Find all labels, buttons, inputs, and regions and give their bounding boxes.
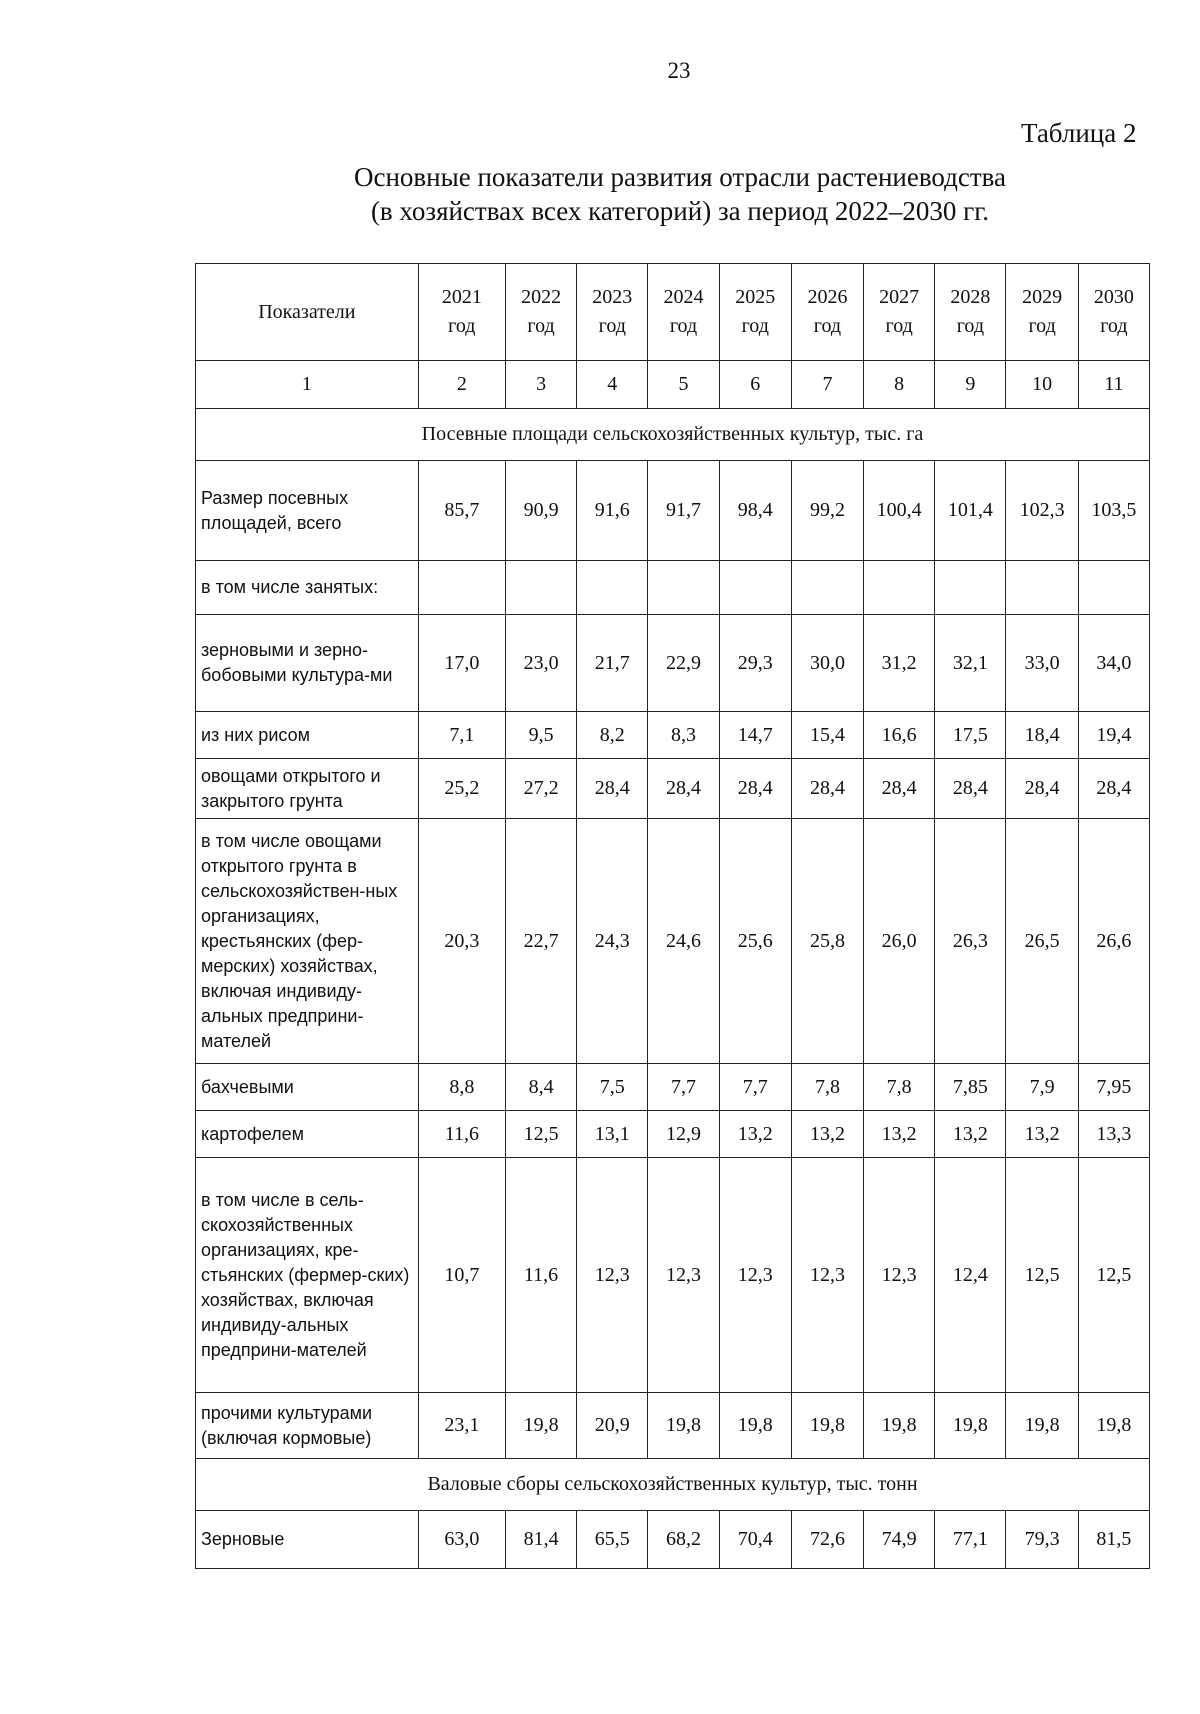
year-unit: год <box>448 315 476 337</box>
row-value: 98,4 <box>719 461 791 561</box>
row-value: 85,7 <box>418 461 505 561</box>
row-value: 34,0 <box>1078 615 1149 712</box>
row-value: 28,4 <box>1006 759 1078 819</box>
section-header-row <box>196 1459 1150 1511</box>
row-value: 23,0 <box>505 615 576 712</box>
row-value: 7,85 <box>935 1064 1006 1111</box>
row-value: 8,4 <box>505 1064 576 1111</box>
row-value: 72,6 <box>791 1511 863 1569</box>
row-value: 7,9 <box>1006 1064 1078 1111</box>
section-header-row <box>196 409 1150 461</box>
row-value: 99,2 <box>791 461 863 561</box>
year-number: 2028 <box>950 286 991 308</box>
row-value: 7,8 <box>791 1064 863 1111</box>
column-index: 5 <box>648 361 719 409</box>
row-value: 8,3 <box>648 712 719 759</box>
year-number: 2030 <box>1093 286 1134 308</box>
row-value: 11,6 <box>418 1111 505 1158</box>
row-label: Зерновые <box>196 1511 419 1569</box>
row-value: 7,1 <box>418 712 505 759</box>
header-year-2027 <box>864 264 935 361</box>
row-value <box>1006 561 1078 615</box>
row-value: 26,3 <box>935 819 1006 1064</box>
table-title-line: Основные показатели развития отрасли растениеводства <box>353 162 1007 192</box>
row-value: 21,7 <box>577 615 648 712</box>
header-year-2022 <box>505 264 576 361</box>
row-value: 90,9 <box>505 461 576 561</box>
row-value: 7,95 <box>1078 1064 1149 1111</box>
section-title: Валовые сборы сельскохозяйственных культур, тыс. тонн <box>196 1459 1150 1511</box>
column-index: 10 <box>1006 361 1078 409</box>
year-unit: год <box>1100 315 1128 337</box>
row-label: Размер посевных площадей, всего <box>196 461 419 561</box>
row-value: 19,8 <box>648 1393 719 1459</box>
row-label: овощами открытого и закрытого грунта <box>196 759 419 819</box>
row-value <box>505 561 576 615</box>
year-number: 2023 <box>592 286 633 308</box>
year-number: 2022 <box>521 286 562 308</box>
year-unit: год <box>527 315 555 337</box>
row-value: 20,3 <box>418 819 505 1064</box>
row-value: 81,5 <box>1078 1511 1149 1569</box>
table-label: Таблица 2 <box>1021 118 1137 148</box>
row-value: 28,4 <box>719 759 791 819</box>
row-value: 13,2 <box>864 1111 935 1158</box>
row-value: 28,4 <box>648 759 719 819</box>
table-title-line: (в хозяйствах всех категорий) за период 2022–2030 гг. <box>370 196 990 226</box>
column-index: 7 <box>791 361 863 409</box>
row-value: 23,1 <box>418 1393 505 1459</box>
year-number: 2026 <box>807 286 848 308</box>
row-value: 13,2 <box>935 1111 1006 1158</box>
row-value: 70,4 <box>719 1511 791 1569</box>
row-value: 101,4 <box>935 461 1006 561</box>
year-unit: год <box>598 315 626 337</box>
year-number: 2021 <box>441 286 482 308</box>
row-value: 7,5 <box>577 1064 648 1111</box>
row-value <box>935 561 1006 615</box>
row-value: 12,3 <box>719 1158 791 1393</box>
table-title <box>230 160 1130 228</box>
row-value: 17,0 <box>418 615 505 712</box>
year-unit: год <box>956 315 985 337</box>
header-year-2026 <box>791 264 863 361</box>
row-value: 17,5 <box>935 712 1006 759</box>
row-value: 25,6 <box>719 819 791 1064</box>
row-value: 11,6 <box>505 1158 576 1393</box>
table-row <box>196 461 1150 561</box>
row-value: 26,6 <box>1078 819 1149 1064</box>
row-value: 29,3 <box>719 615 791 712</box>
row-value: 8,8 <box>418 1064 505 1111</box>
row-value: 100,4 <box>864 461 935 561</box>
row-value: 12,3 <box>648 1158 719 1393</box>
column-index: 1 <box>196 361 419 409</box>
row-value: 13,3 <box>1078 1111 1149 1158</box>
row-value: 12,5 <box>1078 1158 1149 1393</box>
row-value: 19,8 <box>791 1393 863 1459</box>
table-row <box>196 1064 1150 1111</box>
row-value: 7,7 <box>719 1064 791 1111</box>
row-value: 26,5 <box>1006 819 1078 1064</box>
row-label: в том числе в сель-скохозяйственных организациях, кре-стьянских (фермер-ских) хозяйствах, включая индивиду-альных предприни-мателей <box>196 1158 419 1393</box>
row-value: 68,2 <box>648 1511 719 1569</box>
column-index: 4 <box>577 361 648 409</box>
row-value: 26,0 <box>864 819 935 1064</box>
row-label: зерновыми и зерно-бобовыми культура-ми <box>196 615 419 712</box>
row-value: 77,1 <box>935 1511 1006 1569</box>
row-value: 22,9 <box>648 615 719 712</box>
year-unit: год <box>885 315 913 337</box>
header-year-2021 <box>418 264 505 361</box>
row-value: 12,3 <box>577 1158 648 1393</box>
row-value: 18,4 <box>1006 712 1078 759</box>
year-number: 2029 <box>1022 286 1063 308</box>
row-value: 91,7 <box>648 461 719 561</box>
header-year-2025 <box>719 264 791 361</box>
row-value: 65,5 <box>577 1511 648 1569</box>
table-row <box>196 1393 1150 1459</box>
table-row <box>196 615 1150 712</box>
year-unit: год <box>1028 315 1056 337</box>
table-row <box>196 819 1150 1064</box>
row-value: 12,3 <box>864 1158 935 1393</box>
row-value: 30,0 <box>791 615 863 712</box>
table-row <box>196 1158 1150 1393</box>
header-row <box>196 264 1150 361</box>
row-value: 27,2 <box>505 759 576 819</box>
row-value: 12,5 <box>1006 1158 1078 1393</box>
row-value: 19,8 <box>864 1393 935 1459</box>
row-value: 81,4 <box>505 1511 576 1569</box>
section-title: Посевные площади сельскохозяйственных культур, тыс. га <box>196 409 1150 461</box>
year-unit: год <box>669 315 698 337</box>
row-value: 7,7 <box>648 1064 719 1111</box>
row-value: 13,2 <box>719 1111 791 1158</box>
row-value: 28,4 <box>1078 759 1149 819</box>
row-value: 7,8 <box>864 1064 935 1111</box>
page-number: 23 <box>667 58 691 83</box>
row-value: 28,4 <box>577 759 648 819</box>
row-value: 31,2 <box>864 615 935 712</box>
row-value <box>719 561 791 615</box>
row-value: 25,2 <box>418 759 505 819</box>
header-year-2029 <box>1006 264 1078 361</box>
column-index: 11 <box>1078 361 1149 409</box>
row-value: 12,5 <box>505 1111 576 1158</box>
header-indicators-label: Показатели <box>196 264 419 361</box>
row-value <box>418 561 505 615</box>
year-number: 2027 <box>879 286 920 308</box>
row-value: 19,8 <box>719 1393 791 1459</box>
row-value: 10,7 <box>418 1158 505 1393</box>
row-value: 12,3 <box>791 1158 863 1393</box>
row-value: 16,6 <box>864 712 935 759</box>
row-value: 20,9 <box>577 1393 648 1459</box>
row-value: 14,7 <box>719 712 791 759</box>
row-value <box>791 561 863 615</box>
row-label: бахчевыми <box>196 1064 419 1111</box>
row-value: 103,5 <box>1078 461 1149 561</box>
row-value: 8,2 <box>577 712 648 759</box>
indicators-table <box>195 263 1150 1569</box>
header-year-2030 <box>1078 264 1149 361</box>
table-row <box>196 1111 1150 1158</box>
row-value: 79,3 <box>1006 1511 1078 1569</box>
column-index: 6 <box>719 361 791 409</box>
row-value: 32,1 <box>935 615 1006 712</box>
column-index: 2 <box>418 361 505 409</box>
row-value: 102,3 <box>1006 461 1078 561</box>
header-year-2024 <box>648 264 719 361</box>
table-row <box>196 1511 1150 1569</box>
row-value: 15,4 <box>791 712 863 759</box>
row-value: 12,9 <box>648 1111 719 1158</box>
row-value: 63,0 <box>418 1511 505 1569</box>
row-value: 74,9 <box>864 1511 935 1569</box>
row-value: 28,4 <box>935 759 1006 819</box>
row-value: 19,8 <box>505 1393 576 1459</box>
table-row <box>196 712 1150 759</box>
row-value: 13,1 <box>577 1111 648 1158</box>
row-label: из них рисом <box>196 712 419 759</box>
row-value: 19,8 <box>1006 1393 1078 1459</box>
row-value: 24,6 <box>648 819 719 1064</box>
row-value: 19,8 <box>935 1393 1006 1459</box>
column-index: 9 <box>935 361 1006 409</box>
year-number: 2025 <box>735 286 776 308</box>
row-value: 28,4 <box>864 759 935 819</box>
row-value: 33,0 <box>1006 615 1078 712</box>
row-value: 25,8 <box>791 819 863 1064</box>
header-year-2023 <box>577 264 648 361</box>
row-value: 91,6 <box>577 461 648 561</box>
year-number: 2024 <box>663 286 704 308</box>
row-value: 28,4 <box>791 759 863 819</box>
row-value: 19,4 <box>1078 712 1149 759</box>
column-index-row <box>196 361 1150 409</box>
year-unit: год <box>813 315 842 337</box>
row-value: 9,5 <box>505 712 576 759</box>
row-label: картофелем <box>196 1111 419 1158</box>
year-unit: год <box>741 315 769 337</box>
row-label: в том числе занятых: <box>196 561 419 615</box>
row-value <box>864 561 935 615</box>
row-value <box>648 561 719 615</box>
table-row <box>196 561 1150 615</box>
row-value: 19,8 <box>1078 1393 1149 1459</box>
row-value <box>1078 561 1149 615</box>
row-label: в том числе овощами открытого грунта в сельскохозяйствен-ных организациях, крестьянских (фер-мерских) хозяйствах, включая индивиду-альных предприни-мателей <box>196 819 419 1064</box>
row-label: прочими культурами (включая кормовые) <box>196 1393 419 1459</box>
header-year-2028 <box>935 264 1006 361</box>
row-value: 13,2 <box>791 1111 863 1158</box>
row-value <box>577 561 648 615</box>
row-value: 12,4 <box>935 1158 1006 1393</box>
row-value: 13,2 <box>1006 1111 1078 1158</box>
row-value: 24,3 <box>577 819 648 1064</box>
column-index: 3 <box>505 361 576 409</box>
column-index: 8 <box>864 361 935 409</box>
row-value: 22,7 <box>505 819 576 1064</box>
table-row <box>196 759 1150 819</box>
